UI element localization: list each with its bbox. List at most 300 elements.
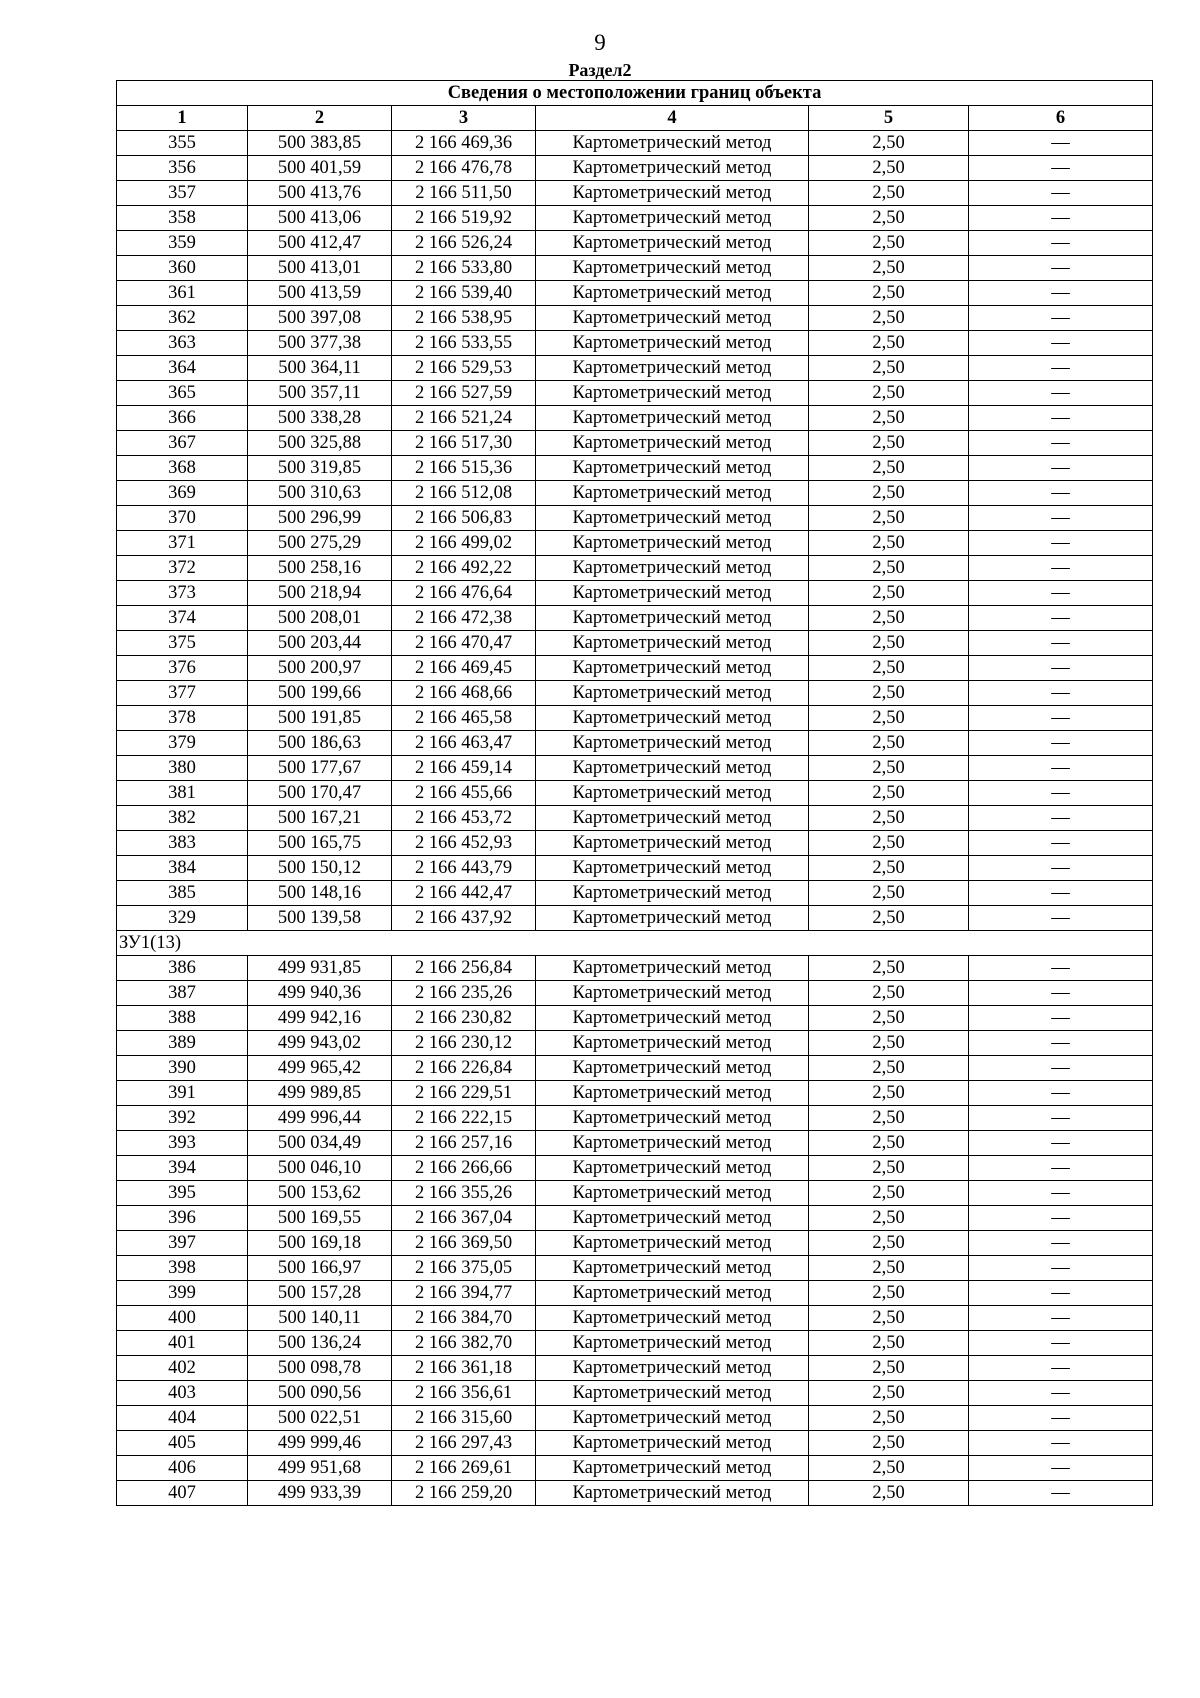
description-cell: — [969, 431, 1153, 456]
point-number-cell: 381 [117, 781, 248, 806]
x-coordinate-cell: 499 931,85 [248, 956, 392, 981]
description-cell: — [969, 1231, 1153, 1256]
method-cell: Картометрический метод [536, 1456, 809, 1481]
accuracy-cell: 2,50 [809, 881, 969, 906]
table-row [117, 256, 1153, 281]
point-number-cell: 386 [117, 956, 248, 981]
table-row [117, 381, 1153, 406]
accuracy-cell: 2,50 [809, 1381, 969, 1406]
table-row [117, 1081, 1153, 1106]
accuracy-cell: 2,50 [809, 581, 969, 606]
description-cell: — [969, 1456, 1153, 1481]
table-row [117, 881, 1153, 906]
method-cell: Картометрический метод [536, 1206, 809, 1231]
description-cell: — [969, 1056, 1153, 1081]
accuracy-cell: 2,50 [809, 1031, 969, 1056]
table-row [117, 356, 1153, 381]
table-row [117, 656, 1153, 681]
description-cell: — [969, 331, 1153, 356]
description-cell: — [969, 1481, 1153, 1506]
y-coordinate-cell: 2 166 539,40 [392, 281, 536, 306]
y-coordinate-cell: 2 166 297,43 [392, 1431, 536, 1456]
y-coordinate-cell: 2 166 533,80 [392, 256, 536, 281]
method-cell: Картометрический метод [536, 956, 809, 981]
accuracy-cell: 2,50 [809, 1206, 969, 1231]
description-cell: — [969, 781, 1153, 806]
method-cell: Картометрический метод [536, 1381, 809, 1406]
y-coordinate-cell: 2 166 512,08 [392, 481, 536, 506]
point-number-cell: 370 [117, 506, 248, 531]
boundary-coordinates-table [116, 80, 1153, 1506]
point-number-cell: 385 [117, 881, 248, 906]
y-coordinate-cell: 2 166 538,95 [392, 306, 536, 331]
method-cell: Картометрический метод [536, 731, 809, 756]
accuracy-cell: 2,50 [809, 556, 969, 581]
y-coordinate-cell: 2 166 526,24 [392, 231, 536, 256]
accuracy-cell: 2,50 [809, 781, 969, 806]
y-coordinate-cell: 2 166 529,53 [392, 356, 536, 381]
x-coordinate-cell: 500 170,47 [248, 781, 392, 806]
method-cell: Картометрический метод [536, 1181, 809, 1206]
y-coordinate-cell: 2 166 470,47 [392, 631, 536, 656]
column-header: 1 [117, 106, 248, 131]
point-number-cell: 369 [117, 481, 248, 506]
method-cell: Картометрический метод [536, 331, 809, 356]
method-cell: Картометрический метод [536, 606, 809, 631]
table-row [117, 156, 1153, 181]
point-number-cell: 358 [117, 206, 248, 231]
point-number-cell: 329 [117, 906, 248, 931]
description-cell: — [969, 281, 1153, 306]
accuracy-cell: 2,50 [809, 1231, 969, 1256]
x-coordinate-cell: 499 942,16 [248, 1006, 392, 1031]
y-coordinate-cell: 2 166 468,66 [392, 681, 536, 706]
y-coordinate-cell: 2 166 230,12 [392, 1031, 536, 1056]
y-coordinate-cell: 2 166 361,18 [392, 1356, 536, 1381]
x-coordinate-cell: 500 167,21 [248, 806, 392, 831]
x-coordinate-cell: 499 951,68 [248, 1456, 392, 1481]
accuracy-cell: 2,50 [809, 456, 969, 481]
x-coordinate-cell: 499 933,39 [248, 1481, 392, 1506]
description-cell: — [969, 456, 1153, 481]
description-cell: — [969, 631, 1153, 656]
y-coordinate-cell: 2 166 437,92 [392, 906, 536, 931]
method-cell: Картометрический метод [536, 231, 809, 256]
y-coordinate-cell: 2 166 452,93 [392, 831, 536, 856]
point-number-cell: 365 [117, 381, 248, 406]
method-cell: Картометрический метод [536, 306, 809, 331]
description-cell: — [969, 406, 1153, 431]
accuracy-cell: 2,50 [809, 1281, 969, 1306]
y-coordinate-cell: 2 166 453,72 [392, 806, 536, 831]
point-number-cell: 359 [117, 231, 248, 256]
method-cell: Картометрический метод [536, 206, 809, 231]
y-coordinate-cell: 2 166 230,82 [392, 1006, 536, 1031]
table-row [117, 1381, 1153, 1406]
table-row [117, 1056, 1153, 1081]
table-title-row [117, 81, 1153, 106]
y-coordinate-cell: 2 166 517,30 [392, 431, 536, 456]
y-coordinate-cell: 2 166 443,79 [392, 856, 536, 881]
table-row [117, 956, 1153, 981]
x-coordinate-cell: 500 401,59 [248, 156, 392, 181]
point-number-cell: 400 [117, 1306, 248, 1331]
x-coordinate-cell: 500 136,24 [248, 1331, 392, 1356]
x-coordinate-cell: 499 940,36 [248, 981, 392, 1006]
y-coordinate-cell: 2 166 527,59 [392, 381, 536, 406]
table-row [117, 1281, 1153, 1306]
x-coordinate-cell: 500 199,66 [248, 681, 392, 706]
method-cell: Картометрический метод [536, 506, 809, 531]
point-number-cell: 367 [117, 431, 248, 456]
y-coordinate-cell: 2 166 229,51 [392, 1081, 536, 1106]
method-cell: Картометрический метод [536, 1406, 809, 1431]
x-coordinate-cell: 500 203,44 [248, 631, 392, 656]
description-cell: — [969, 681, 1153, 706]
table-row [117, 206, 1153, 231]
table-row [117, 756, 1153, 781]
description-cell: — [969, 881, 1153, 906]
method-cell: Картометрический метод [536, 1256, 809, 1281]
table-row [117, 131, 1153, 156]
method-cell: Картометрический метод [536, 156, 809, 181]
accuracy-cell: 2,50 [809, 1106, 969, 1131]
point-number-cell: 362 [117, 306, 248, 331]
point-number-cell: 394 [117, 1156, 248, 1181]
table-row [117, 1006, 1153, 1031]
x-coordinate-cell: 500 310,63 [248, 481, 392, 506]
description-cell: — [969, 656, 1153, 681]
x-coordinate-cell: 500 139,58 [248, 906, 392, 931]
x-coordinate-cell: 499 999,46 [248, 1431, 392, 1456]
point-number-cell: 379 [117, 731, 248, 756]
y-coordinate-cell: 2 166 266,66 [392, 1156, 536, 1181]
description-cell: — [969, 306, 1153, 331]
table-row [117, 181, 1153, 206]
method-cell: Картометрический метод [536, 681, 809, 706]
table-row [117, 1106, 1153, 1131]
accuracy-cell: 2,50 [809, 731, 969, 756]
table-row [117, 906, 1153, 931]
y-coordinate-cell: 2 166 465,58 [392, 706, 536, 731]
table-row [117, 1031, 1153, 1056]
point-number-cell: 375 [117, 631, 248, 656]
table-row [117, 456, 1153, 481]
method-cell: Картометрический метод [536, 1231, 809, 1256]
y-coordinate-cell: 2 166 506,83 [392, 506, 536, 531]
description-cell: — [969, 956, 1153, 981]
table-row [117, 1206, 1153, 1231]
accuracy-cell: 2,50 [809, 1256, 969, 1281]
accuracy-cell: 2,50 [809, 331, 969, 356]
accuracy-cell: 2,50 [809, 1356, 969, 1381]
description-cell: — [969, 1406, 1153, 1431]
accuracy-cell: 2,50 [809, 231, 969, 256]
section-title: Раздел2 [568, 60, 632, 80]
table-title: Сведения о местоположении границ объекта [117, 81, 1153, 106]
description-cell: — [969, 1431, 1153, 1456]
point-number-cell: 384 [117, 856, 248, 881]
description-cell: — [969, 481, 1153, 506]
point-number-cell: 363 [117, 331, 248, 356]
point-number-cell: 378 [117, 706, 248, 731]
x-coordinate-cell: 500 258,16 [248, 556, 392, 581]
accuracy-cell: 2,50 [809, 1481, 969, 1506]
y-coordinate-cell: 2 166 259,20 [392, 1481, 536, 1506]
table-row [117, 1331, 1153, 1356]
point-number-cell: 407 [117, 1481, 248, 1506]
accuracy-cell: 2,50 [809, 631, 969, 656]
y-coordinate-cell: 2 166 369,50 [392, 1231, 536, 1256]
x-coordinate-cell: 500 413,59 [248, 281, 392, 306]
x-coordinate-cell: 500 148,16 [248, 881, 392, 906]
description-cell: — [969, 1031, 1153, 1056]
y-coordinate-cell: 2 166 455,66 [392, 781, 536, 806]
point-number-cell: 392 [117, 1106, 248, 1131]
point-number-cell: 371 [117, 531, 248, 556]
accuracy-cell: 2,50 [809, 1306, 969, 1331]
x-coordinate-cell: 500 191,85 [248, 706, 392, 731]
table-row [117, 1181, 1153, 1206]
x-coordinate-cell: 500 412,47 [248, 231, 392, 256]
table-row [117, 1356, 1153, 1381]
method-cell: Картометрический метод [536, 556, 809, 581]
description-cell: — [969, 1081, 1153, 1106]
point-number-cell: 361 [117, 281, 248, 306]
point-number-cell: 366 [117, 406, 248, 431]
table-body [117, 131, 1153, 1506]
point-number-cell: 364 [117, 356, 248, 381]
method-cell: Картометрический метод [536, 456, 809, 481]
x-coordinate-cell: 500 413,01 [248, 256, 392, 281]
point-number-cell: 360 [117, 256, 248, 281]
description-cell: — [969, 1181, 1153, 1206]
table-row [117, 681, 1153, 706]
point-number-cell: 377 [117, 681, 248, 706]
method-cell: Картометрический метод [536, 1031, 809, 1056]
description-cell: — [969, 356, 1153, 381]
accuracy-cell: 2,50 [809, 956, 969, 981]
description-cell: — [969, 156, 1153, 181]
method-cell: Картометрический метод [536, 1356, 809, 1381]
column-header-row [117, 106, 1153, 131]
y-coordinate-cell: 2 166 442,47 [392, 881, 536, 906]
y-coordinate-cell: 2 166 382,70 [392, 1331, 536, 1356]
y-coordinate-cell: 2 166 459,14 [392, 756, 536, 781]
accuracy-cell: 2,50 [809, 131, 969, 156]
method-cell: Картометрический метод [536, 1481, 809, 1506]
method-cell: Картометрический метод [536, 1431, 809, 1456]
x-coordinate-cell: 500 200,97 [248, 656, 392, 681]
method-cell: Картометрический метод [536, 706, 809, 731]
table-row [117, 581, 1153, 606]
method-cell: Картометрический метод [536, 881, 809, 906]
x-coordinate-cell: 500 413,76 [248, 181, 392, 206]
y-coordinate-cell: 2 166 511,50 [392, 181, 536, 206]
y-coordinate-cell: 2 166 463,47 [392, 731, 536, 756]
table-row [117, 1231, 1153, 1256]
description-cell: — [969, 806, 1153, 831]
description-cell: — [969, 1106, 1153, 1131]
accuracy-cell: 2,50 [809, 806, 969, 831]
accuracy-cell: 2,50 [809, 606, 969, 631]
column-header: 5 [809, 106, 969, 131]
y-coordinate-cell: 2 166 521,24 [392, 406, 536, 431]
table-row [117, 1456, 1153, 1481]
accuracy-cell: 2,50 [809, 381, 969, 406]
method-cell: Картометрический метод [536, 781, 809, 806]
y-coordinate-cell: 2 166 356,61 [392, 1381, 536, 1406]
method-cell: Картометрический метод [536, 1081, 809, 1106]
table-row [117, 1156, 1153, 1181]
accuracy-cell: 2,50 [809, 481, 969, 506]
column-header: 4 [536, 106, 809, 131]
x-coordinate-cell: 500 140,11 [248, 1306, 392, 1331]
description-cell: — [969, 731, 1153, 756]
table-row [117, 406, 1153, 431]
table-row [117, 856, 1153, 881]
description-cell: — [969, 856, 1153, 881]
description-cell: — [969, 831, 1153, 856]
accuracy-cell: 2,50 [809, 1131, 969, 1156]
table-row [117, 831, 1153, 856]
table-row [117, 1481, 1153, 1506]
description-cell: — [969, 1306, 1153, 1331]
method-cell: Картометрический метод [536, 1331, 809, 1356]
x-coordinate-cell: 499 965,42 [248, 1056, 392, 1081]
table-row [117, 981, 1153, 1006]
accuracy-cell: 2,50 [809, 856, 969, 881]
column-header: 6 [969, 106, 1153, 131]
y-coordinate-cell: 2 166 256,84 [392, 956, 536, 981]
x-coordinate-cell: 500 150,12 [248, 856, 392, 881]
accuracy-cell: 2,50 [809, 1006, 969, 1031]
method-cell: Картометрический метод [536, 856, 809, 881]
point-number-cell: 393 [117, 1131, 248, 1156]
method-cell: Картометрический метод [536, 256, 809, 281]
accuracy-cell: 2,50 [809, 1331, 969, 1356]
method-cell: Картометрический метод [536, 1056, 809, 1081]
accuracy-cell: 2,50 [809, 831, 969, 856]
point-number-cell: 406 [117, 1456, 248, 1481]
y-coordinate-cell: 2 166 257,16 [392, 1131, 536, 1156]
accuracy-cell: 2,50 [809, 1456, 969, 1481]
table-row [117, 606, 1153, 631]
table-row [117, 706, 1153, 731]
accuracy-cell: 2,50 [809, 656, 969, 681]
method-cell: Картометрический метод [536, 531, 809, 556]
x-coordinate-cell: 500 319,85 [248, 456, 392, 481]
description-cell: — [969, 756, 1153, 781]
x-coordinate-cell: 500 377,38 [248, 331, 392, 356]
description-cell: — [969, 1381, 1153, 1406]
description-cell: — [969, 1281, 1153, 1306]
point-number-cell: 397 [117, 1231, 248, 1256]
point-number-cell: 401 [117, 1331, 248, 1356]
point-number-cell: 357 [117, 181, 248, 206]
y-coordinate-cell: 2 166 515,36 [392, 456, 536, 481]
x-coordinate-cell: 500 022,51 [248, 1406, 392, 1431]
y-coordinate-cell: 2 166 315,60 [392, 1406, 536, 1431]
x-coordinate-cell: 500 165,75 [248, 831, 392, 856]
y-coordinate-cell: 2 166 235,26 [392, 981, 536, 1006]
y-coordinate-cell: 2 166 499,02 [392, 531, 536, 556]
accuracy-cell: 2,50 [809, 206, 969, 231]
table-row [117, 1306, 1153, 1331]
method-cell: Картометрический метод [536, 1131, 809, 1156]
accuracy-cell: 2,50 [809, 756, 969, 781]
x-coordinate-cell: 500 208,01 [248, 606, 392, 631]
x-coordinate-cell: 500 218,94 [248, 581, 392, 606]
table-row [117, 481, 1153, 506]
page-number: 9 [594, 30, 606, 55]
x-coordinate-cell: 500 397,08 [248, 306, 392, 331]
description-cell: — [969, 206, 1153, 231]
accuracy-cell: 2,50 [809, 406, 969, 431]
point-number-cell: 403 [117, 1381, 248, 1406]
description-cell: — [969, 181, 1153, 206]
description-cell: — [969, 1006, 1153, 1031]
method-cell: Картометрический метод [536, 406, 809, 431]
y-coordinate-cell: 2 166 469,45 [392, 656, 536, 681]
column-header: 3 [392, 106, 536, 131]
description-cell: — [969, 581, 1153, 606]
accuracy-cell: 2,50 [809, 1181, 969, 1206]
group-label: ЗУ1(13) [117, 931, 1153, 956]
table-row [117, 806, 1153, 831]
method-cell: Картометрический метод [536, 131, 809, 156]
x-coordinate-cell: 500 413,06 [248, 206, 392, 231]
description-cell: — [969, 1356, 1153, 1381]
accuracy-cell: 2,50 [809, 1431, 969, 1456]
y-coordinate-cell: 2 166 375,05 [392, 1256, 536, 1281]
x-coordinate-cell: 500 383,85 [248, 131, 392, 156]
point-number-cell: 396 [117, 1206, 248, 1231]
method-cell: Картометрический метод [536, 906, 809, 931]
accuracy-cell: 2,50 [809, 506, 969, 531]
y-coordinate-cell: 2 166 492,22 [392, 556, 536, 581]
accuracy-cell: 2,50 [809, 256, 969, 281]
column-header: 2 [248, 106, 392, 131]
table-row [117, 306, 1153, 331]
table-row [117, 556, 1153, 581]
y-coordinate-cell: 2 166 476,64 [392, 581, 536, 606]
method-cell: Картометрический метод [536, 581, 809, 606]
point-number-cell: 399 [117, 1281, 248, 1306]
table-row [117, 231, 1153, 256]
point-number-cell: 356 [117, 156, 248, 181]
point-number-cell: 382 [117, 806, 248, 831]
point-number-cell: 372 [117, 556, 248, 581]
table-row [117, 1256, 1153, 1281]
method-cell: Картометрический метод [536, 381, 809, 406]
description-cell: — [969, 506, 1153, 531]
x-coordinate-cell: 499 989,85 [248, 1081, 392, 1106]
accuracy-cell: 2,50 [809, 306, 969, 331]
x-coordinate-cell: 499 943,02 [248, 1031, 392, 1056]
accuracy-cell: 2,50 [809, 1156, 969, 1181]
x-coordinate-cell: 500 166,97 [248, 1256, 392, 1281]
description-cell: — [969, 1256, 1153, 1281]
y-coordinate-cell: 2 166 384,70 [392, 1306, 536, 1331]
method-cell: Картометрический метод [536, 806, 809, 831]
method-cell: Картометрический метод [536, 281, 809, 306]
point-number-cell: 380 [117, 756, 248, 781]
method-cell: Картометрический метод [536, 656, 809, 681]
x-coordinate-cell: 500 338,28 [248, 406, 392, 431]
description-cell: — [969, 531, 1153, 556]
accuracy-cell: 2,50 [809, 906, 969, 931]
